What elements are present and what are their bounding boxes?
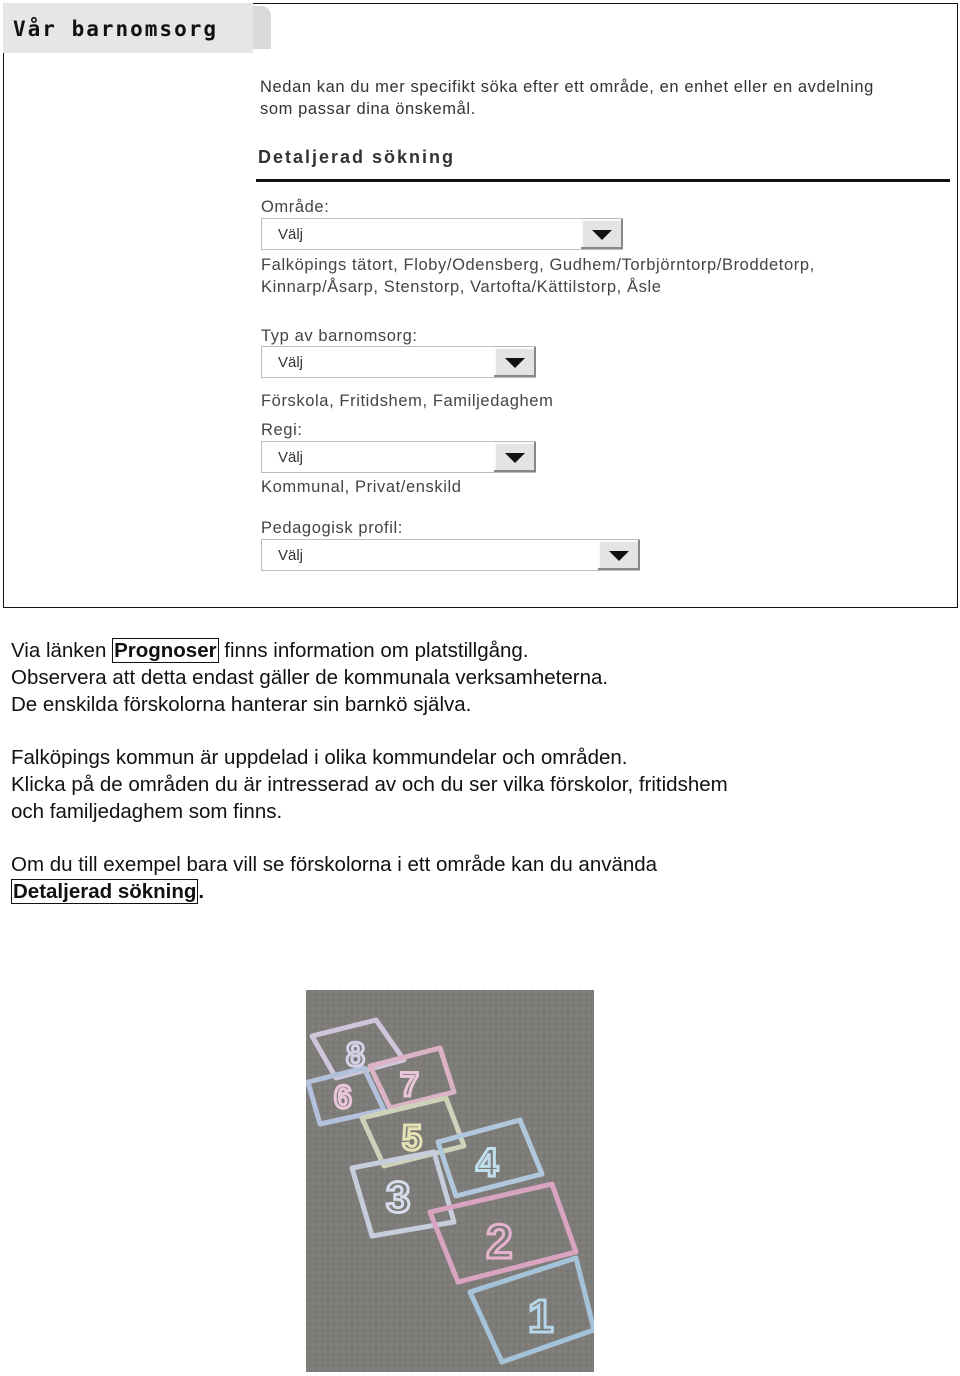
area-hint-line: Kinnarp/Åsarp, Stenstorp, Vartofta/Kättilstorp, Åsle <box>261 278 662 296</box>
section-divider <box>256 179 950 182</box>
hopscotch-number: 4 <box>476 1141 499 1185</box>
text-line <box>11 878 657 905</box>
care-type-label: Typ av barnomsorg: <box>261 327 418 345</box>
panel-tab <box>3 3 253 53</box>
hopscotch-drawing <box>306 990 594 1372</box>
hopscotch-number: 5 <box>402 1117 423 1158</box>
chevron-down-icon[interactable] <box>492 442 536 472</box>
text-span: . <box>198 880 205 903</box>
text-line: Klicka på de områden du är intresserad av och du ser vilka förskolor, fritidshem <box>11 773 728 796</box>
care-type-select[interactable] <box>261 346 536 378</box>
profile-label: Pedagogisk profil: <box>261 519 403 537</box>
paragraph-prognoser <box>11 637 608 718</box>
profile-select-value: Välj <box>278 547 304 564</box>
text-line <box>11 637 608 664</box>
care-type-hint: Förskola, Fritidshem, Familjedaghem <box>261 392 554 410</box>
hopscotch-photo <box>306 990 594 1372</box>
hopscotch-number: 6 <box>334 1079 352 1115</box>
hopscotch-number: 1 <box>528 1290 554 1342</box>
text-line: Observera att detta endast gäller de kommunala verksamheterna. <box>11 666 609 689</box>
area-label: Område: <box>261 198 330 216</box>
hopscotch-number: 3 <box>386 1173 411 1222</box>
chevron-down-icon[interactable] <box>579 219 623 249</box>
management-select[interactable] <box>261 441 536 473</box>
profile-select[interactable] <box>261 539 640 571</box>
care-type-select-value: Välj <box>278 354 304 371</box>
management-select-value: Välj <box>278 449 304 466</box>
area-hint <box>261 254 815 298</box>
management-hint: Kommunal, Privat/enskild <box>261 478 462 496</box>
text-line: De enskilda förskolorna hanterar sin barnkö själva. <box>11 693 472 716</box>
detailed-search-link[interactable]: Detaljerad sökning <box>13 880 197 903</box>
hopscotch-number: 8 <box>346 1036 365 1074</box>
tab-edge <box>253 6 271 49</box>
intro-text: Nedan kan du mer specifikt söka efter ett område, en enhet eller en avdelning som passar dina önskemål. <box>260 78 874 118</box>
text-line: och familjedaghem som finns. <box>11 800 283 823</box>
area-select-value: Välj <box>278 226 304 243</box>
text-line: Om du till exempel bara vill se förskolorna i ett område kan du använda <box>11 853 658 876</box>
paragraph-areas <box>11 744 728 825</box>
chevron-down-icon[interactable] <box>596 540 640 570</box>
paragraph-detailed-search <box>11 851 657 905</box>
management-label: Regi: <box>261 421 303 439</box>
section-heading: Detaljerad sökning <box>258 147 456 167</box>
chevron-down-icon[interactable] <box>492 347 536 377</box>
area-select[interactable] <box>261 218 623 250</box>
text-span: finns information om platstillgång. <box>218 639 529 662</box>
text-span: Via länken <box>11 639 113 662</box>
text-line: Falköpings kommun är uppdelad i olika kommundelar och områden. <box>11 746 628 769</box>
area-hint-line: Falköpings tätort, Floby/Odensberg, Gudhem/Torbjörntorp/Broddetorp, <box>261 256 815 274</box>
hopscotch-number: 7 <box>400 1066 419 1104</box>
hopscotch-number: 2 <box>486 1216 513 1269</box>
prognoser-link[interactable]: Prognoser <box>114 639 217 662</box>
panel-title: Vår barnomsorg <box>13 17 219 41</box>
